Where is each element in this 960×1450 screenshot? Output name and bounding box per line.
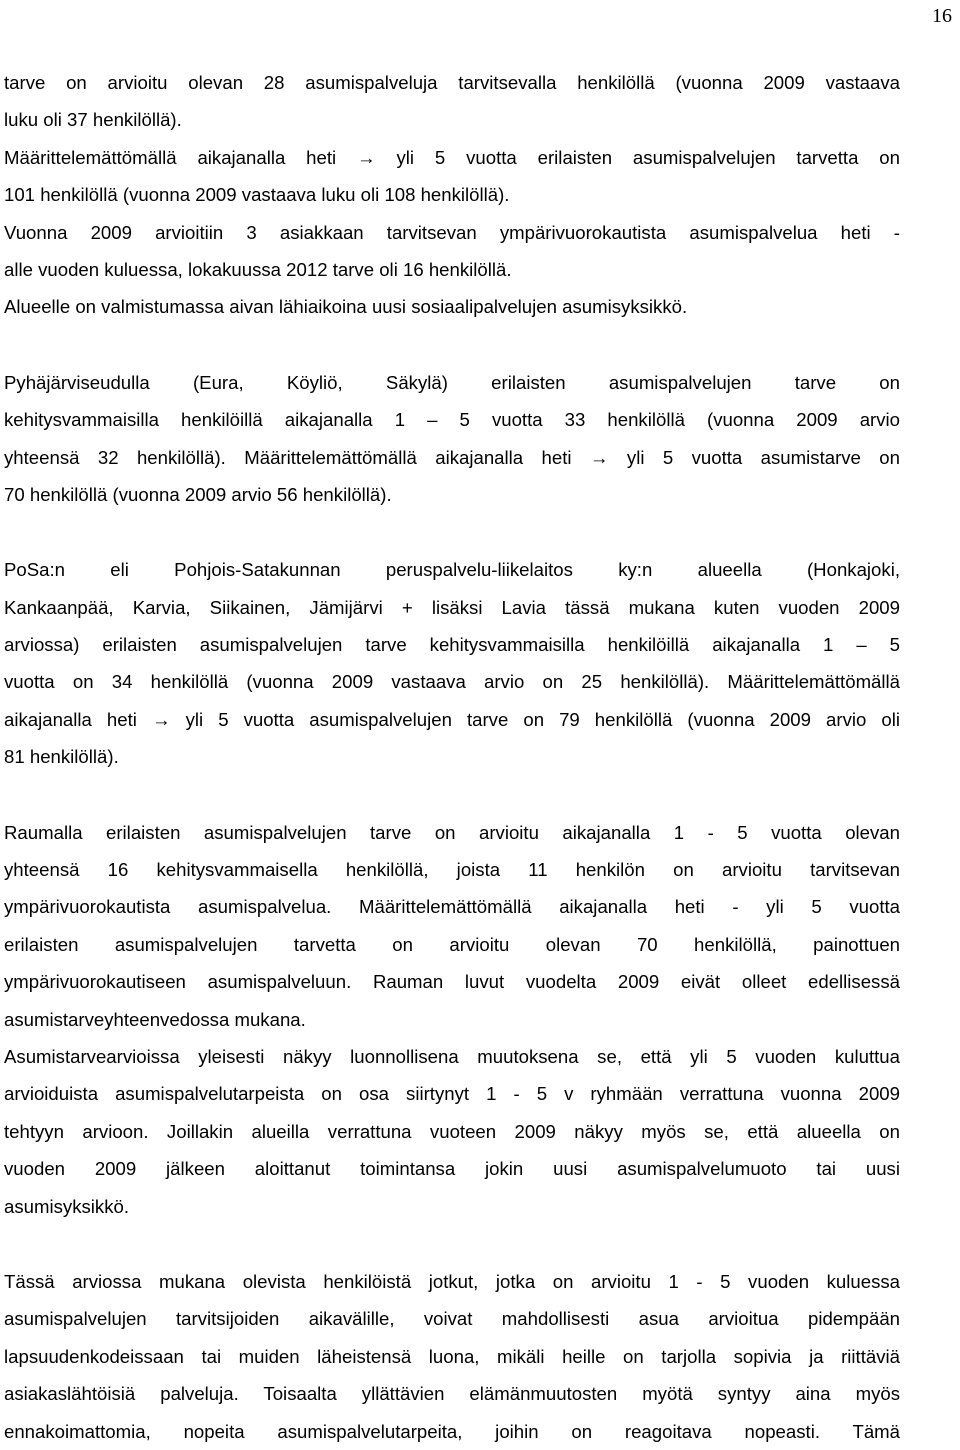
- paragraph: [4, 814, 900, 1038]
- paragraph-spacer: [4, 326, 900, 364]
- text-line: tarve on arvioitu olevan 28 asumispalveluja tarvitsevalla henkilöllä (vuonna 2009 vastaava: [4, 72, 900, 93]
- paragraph: [4, 64, 900, 326]
- page-number: 16: [932, 5, 952, 27]
- text-line: kehitysvammaisilla henkilöillä aikajanalla 1 – 5 vuotta 33 henkilöllä (vuonna 2009 arvio: [4, 409, 900, 431]
- text-line: Alueelle on valmistumassa aivan lähiaikoina uusi sosiaalipalvelujen asumisyksikkö.: [4, 296, 688, 318]
- text-line: 81 henkilöllä).: [4, 746, 119, 768]
- text-line: Vuonna 2009 arvioitiin 3 asiakkaan tarvitsevan ympärivuorokautista asumispalvelua heti -: [4, 221, 900, 243]
- text-line: asumispalvelujen tarvitsijoiden aikavälille, voivat mahdollisesti asua arvioitua pidempään: [4, 1308, 900, 1330]
- text-line: ympärivuorokautista asumispalvelua. Määrittelemättömällä aikajanalla heti - yli 5 vuotta: [4, 896, 900, 918]
- text-line: ennakoimattomia, nopeita asumispalvelutarpeita, joihin on reagoitava nopeasti. Tämä: [4, 1420, 900, 1442]
- text-line: vuoden 2009 jälkeen aloittanut toimintansa jokin uusi asumispalvelumuoto tai uusi: [4, 1158, 900, 1180]
- text-line: PoSa:n eli Pohjois-Satakunnan peruspalvelu-liikelaitos ky:n alueella (Honkajoki,: [4, 559, 900, 581]
- paragraph: [4, 1038, 900, 1225]
- paragraph-spacer: [4, 776, 900, 814]
- text-line: Raumalla erilaisten asumispalvelujen tarve on arvioitu aikajanalla 1 - 5 vuotta olevan: [4, 821, 900, 843]
- paragraph-spacer: [4, 1225, 900, 1263]
- text-line: tehtyyn arvioon. Joillakin alueilla verrattuna vuoteen 2009 näkyy myös se, että alueella on: [4, 1120, 900, 1142]
- text-line: Asumistarvearvioissa yleisesti näkyy luonnollisena muutoksena se, että yli 5 vuoden kuluttua: [4, 1045, 900, 1067]
- text-line: asumistarveyhteenvedossa mukana.: [4, 1008, 306, 1030]
- text-line: arvioiduista asumispalvelutarpeista on osa siirtynyt 1 - 5 v ryhmään verrattuna vuonna 2009: [4, 1083, 900, 1105]
- paragraph: [4, 364, 900, 514]
- text-line: Kankaanpää, Karvia, Siikainen, Jämijärvi + lisäksi Lavia tässä mukana kuten vuoden 2009: [4, 596, 900, 618]
- text-line: yhteensä 32 henkilöllä). Määrittelemättömällä aikajanalla heti → yli 5 vuotta asumistarve on: [4, 446, 900, 468]
- text-line: asiakaslähtöisiä palveluja. Toisaalta yllättävien elämänmuutosten myötä syntyy aina myös: [4, 1383, 900, 1405]
- text-line: Määrittelemättömällä aikajanalla heti → yli 5 vuotta erilaisten asumispalvelujen tarvetta on: [4, 146, 900, 168]
- text-line: erilaisten asumispalvelujen tarvetta on arvioitu olevan 70 henkilöllä, painottuen: [4, 933, 900, 955]
- text-line: 101 henkilöllä (vuonna 2009 vastaava luku oli 108 henkilöllä).: [4, 184, 510, 206]
- text-line: asumisyksikkö.: [4, 1195, 130, 1217]
- paragraph-spacer: [4, 513, 900, 551]
- text-line: vuotta on 34 henkilöllä (vuonna 2009 vastaava arvio on 25 henkilöllä). Määrittelemättömällä: [4, 671, 900, 693]
- text-line: alle vuoden kuluessa, lokakuussa 2012 tarve oli 16 henkilöllä.: [4, 258, 512, 280]
- text-line: luku oli 37 henkilöllä).: [4, 109, 182, 131]
- text-line: arviossa) erilaisten asumispalvelujen tarve kehitysvammaisilla henkilöillä aikajanalla 1 – 5: [4, 634, 900, 656]
- paragraph: [4, 551, 900, 775]
- text-line: yhteensä 16 kehitysvammaisella henkilöllä, joista 11 henkilön on arvioitu tarvitsevan: [4, 859, 900, 881]
- text-line: Pyhäjärviseudulla (Eura, Köyliö, Säkylä) erilaisten asumispalvelujen tarve on: [4, 371, 900, 393]
- text-line: ympärivuorokautiseen asumispalveluun. Rauman luvut vuodelta 2009 eivät olleet edellisessä: [4, 971, 900, 993]
- document-body: [4, 64, 900, 1450]
- text-line: Tässä arviossa mukana olevista henkilöistä jotkut, jotka on arvioitu 1 - 5 vuoden kuluessa: [4, 1270, 900, 1292]
- text-line: 70 henkilöllä (vuonna 2009 arvio 56 henkilöllä).: [4, 483, 392, 505]
- text-line: aikajanalla heti → yli 5 vuotta asumispalvelujen tarve on 79 henkilöllä (vuonna 2009 arvio oli: [4, 708, 900, 730]
- paragraph: [4, 1263, 900, 1450]
- text-line: lapsuudenkodeissaan tai muiden läheistensä luona, mikäli heille on tarjolla sopivia ja riittäviä: [4, 1345, 900, 1367]
